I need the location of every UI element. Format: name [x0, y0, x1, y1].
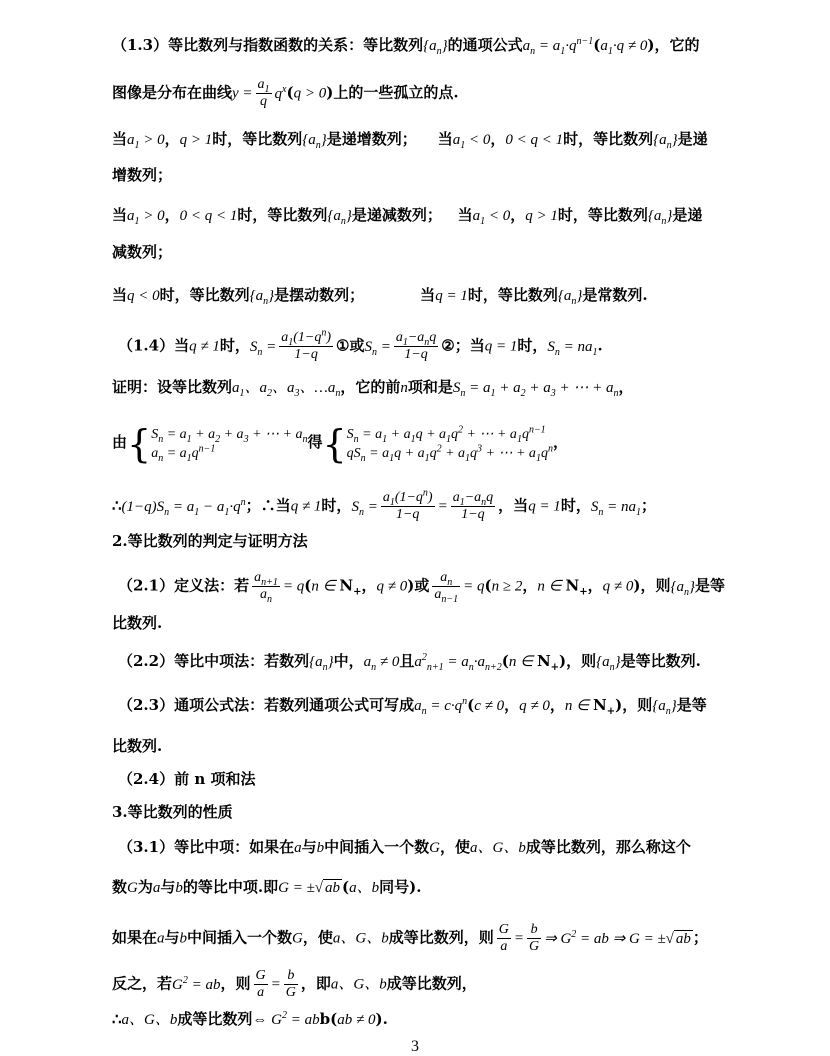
s13-decreasing-wrap: 减数列； — [112, 243, 173, 261]
s13-increasing-wrap: 增数列； — [112, 166, 173, 184]
s14-conclusion: $\therefore(1-q)S_n = a_1 - a_1\cdot q^n$；∴当q ≠ 1时，$S_n$ = $\frac{a_1(1-q^n)}{1-q}$ = $\frac{a_1-a_nq}{1-q}$ ，当q = 1时，$S_n = na_1$； — [112, 487, 656, 522]
s14-formula: （1.4）当q ≠ 1时，$S_n$ = $\frac{a_1(1-q^n)}{1-q}$ ①或$S_n$ = $\frac{a_1-a_nq}{1-q}$ ②；当q = 1时，$S_n = na_1$. — [118, 327, 603, 362]
sec3-para3: 如果在a与b中间插入一个数G，使a、G、b成等比数列，则 $\frac{G}{a}$ = $\frac{b}{G}$ ⇒ $G^2$ = ab ⇒ G = ±√ ab ； — [112, 922, 708, 954]
sec3-para5: ∴a、G、b成等比数列⇔ $G^2 = abb(ab \ne 0)$. — [112, 1010, 388, 1028]
sec2-general-formula: （2.3）通项公式法：若数列通项公式可写成$a_n = c\cdot q^n(c \ne 0$，q ≠ 0，n ∈ $N_+$)，则$\{a_n\}$是等 — [118, 696, 707, 717]
sec2-definition-wrap: 比数列. — [112, 614, 163, 632]
sec2-definition: （2.1）定义法：若 $\frac{a_{n+1}}{a_n}$ = q(n ∈ $N_+$，q ≠ 0)或 $\frac{a_n}{a_{n-1}}$ = q(n ≥ 2，n ∈ $N_+$，q ≠ 0)，则$\{a_n\}$是等 — [118, 570, 725, 605]
sec2-sum-method: （2.4）前 n 项和法 — [118, 770, 256, 788]
sec3-para2: 数G为a与b的等比中项.即G = ±√ ab (a、b同号). — [112, 878, 422, 896]
sec3-para4: 反之，若$G^2$ = ab，则 $\frac{G}{a}$ = $\frac{b}{G}$ ，即a、G、b成等比数列， — [112, 968, 477, 1000]
s14-proof-setup: 证明：设等比数列$a_1$、$a_2$、$a_3$、$\dots a_n$，它的前n项和是$S_n = a_1 + a_2 + a_3$ + ⋯ + $a_n$， — [112, 378, 634, 399]
sec3-title: 3.等比数列的性质 — [112, 803, 233, 821]
s13-increasing: 当$a_1 > 0$，q > 1时，等比数列$\{a_n\}$是递增数列； 当$a_1 < 0$，0 < q < 1时，等比数列$\{a_n\}$是递 — [112, 130, 708, 151]
sec2-title: 2.等比数列的判定与证明方法 — [112, 532, 308, 550]
sec3-para1: （3.1）等比中项：如果在a与b中间插入一个数G，使a、G、b成等比数列，那么称这个 — [118, 838, 691, 856]
s13-line1: （1.3）等比数列与指数函数的关系：等比数列$\{a_n\}$的通项公式$a_n = a_1\cdot q^{n-1}(a_1\cdot q \ne 0)$，它的 — [112, 36, 700, 57]
page-number: 3 — [411, 1038, 419, 1055]
s13-decreasing: 当$a_1 > 0$，0 < q < 1时，等比数列$\{a_n\}$是递减数列； 当$a_1 < 0$，q > 1时，等比数列$\{a_n\}$是递 — [112, 206, 703, 227]
s13-line2: 图像是分布在曲线y = $\frac{a_1}{q}$ $q^x(q > 0)$上的一些孤立的点. — [112, 77, 459, 109]
s13-oscillating-constant: 当q < 0时，等比数列$\{a_n\}$是摆动数列； 当q = 1时，等比数列$\{a_n\}$是常数列. — [112, 286, 648, 307]
sec2-middle-term: （2.2）等比中项法：若数列$\{a_n\}$中，$a_n \ne 0$且$a^2_{n+1} = a_n\cdot a_{n+2}(n$ ∈ $N_+$)，则$\{a_n\}$是等比数列. — [118, 652, 701, 673]
sec2-general-wrap: 比数列. — [112, 737, 163, 755]
s14-system: 由{ $S_n = a_1 + a_2 + a_3$ + ⋯ + $a_n$ $a_n = a_1q^{n-1}$ 得{ $S_n = a_1 + a_1q + a_1q^2$ + ⋯ + $a_1q^{n-1}$ $qS_n = a_1q + a_1q^2 + a_1q^3$ + ⋯ + $a_1q^n$ ， — [112, 421, 568, 466]
